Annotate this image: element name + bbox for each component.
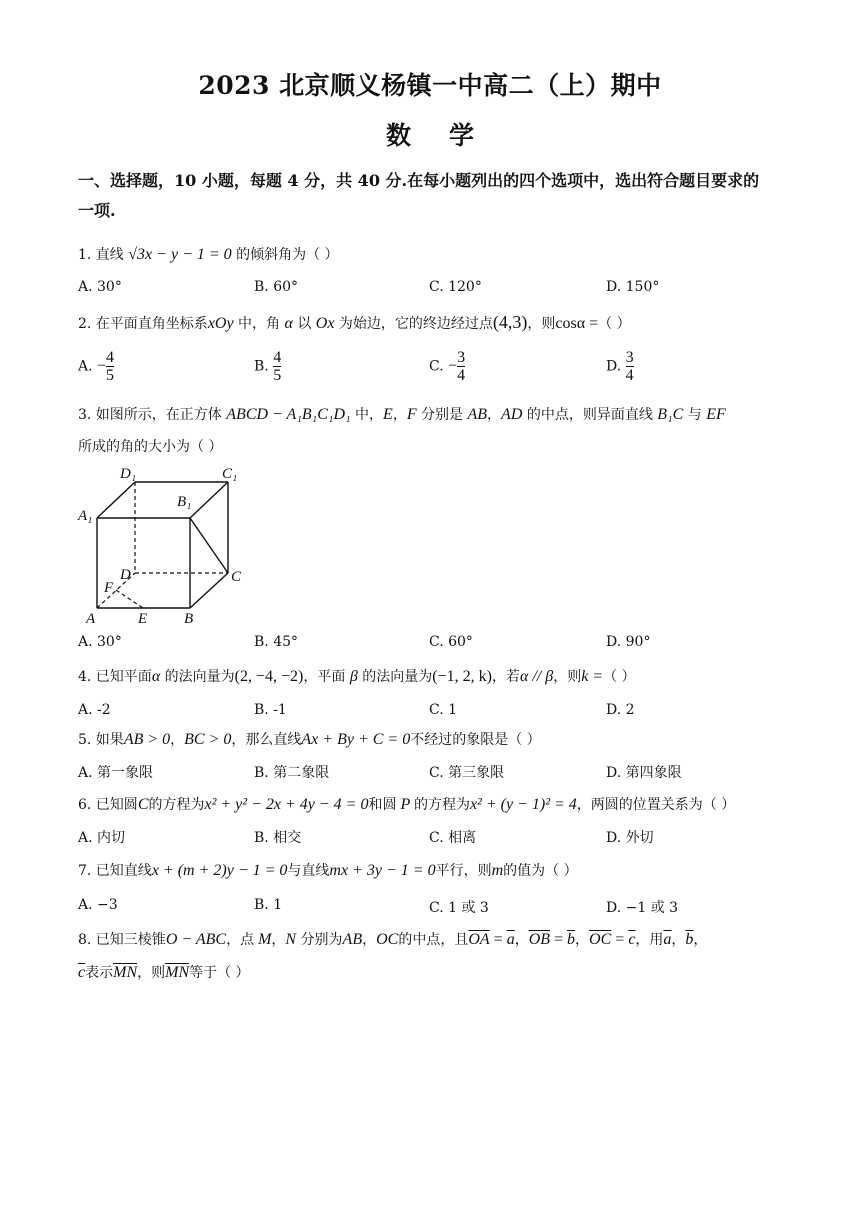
q2-a-label: A. (78, 358, 98, 375)
q2-option-a[interactable] (78, 349, 114, 384)
label-a: A (86, 611, 96, 627)
question-3 (78, 404, 798, 426)
q6-text-3: 的方程为 (413, 797, 470, 813)
q3-prefix: 3. 如图所示，在正方体 (78, 407, 227, 423)
question-5 (78, 729, 798, 751)
q2-d-label: D. (606, 358, 626, 375)
q5-option-b[interactable]: B. 第二象限 (254, 765, 330, 781)
q8-vec-ob: $\overline{OB}$ (528, 931, 551, 948)
q2-c-num: 3 (457, 349, 466, 366)
q2-b-label: B. (254, 358, 274, 375)
q2-text-2: 以 (292, 316, 316, 332)
q3-ab: AB (467, 406, 488, 423)
q2-c-label: C. (429, 358, 449, 375)
q6-c: C (137, 796, 149, 813)
q7-options (78, 897, 798, 921)
q7-m: m (491, 862, 504, 879)
q8-pyramid: O − ABC (165, 931, 227, 948)
q8-comma-4: ， (575, 932, 590, 948)
q8-comma-6: ， (693, 932, 708, 948)
question-7 (78, 860, 798, 882)
q8-text-6: ，则 (137, 965, 166, 981)
q6-option-c[interactable]: C. 相离 (429, 830, 477, 846)
q2-option-c[interactable] (429, 349, 465, 384)
q7-prefix: 7. 已知直线 (78, 863, 152, 879)
q4-text-4: ，若 (491, 669, 520, 685)
q3-option-d[interactable]: D. 90° (606, 634, 651, 650)
q2-c-den: 4 (457, 367, 466, 384)
q1-option-a[interactable]: A. 30° (78, 279, 122, 295)
label-b: B (184, 611, 194, 627)
q8-eq-1: = (489, 931, 507, 948)
q7-option-c[interactable]: C. 1 或 3 (429, 900, 489, 916)
q1-option-d[interactable]: D. 150° (606, 279, 660, 295)
q2-a-num: 4 (106, 349, 115, 366)
q8-suffix: 等于（ ） (189, 965, 250, 981)
exam-subject: 数学 (385, 121, 512, 150)
q8-vec-mn-2: $\overline{MN}$ (165, 964, 190, 981)
q3-b1c: B₁C (657, 406, 684, 423)
q2-c-sign: − (448, 357, 458, 375)
q8-vec-oa: $\overline{OA}$ (468, 931, 490, 948)
q2-suffix: （ ） (598, 316, 631, 332)
q2-b-den: 5 (273, 367, 282, 384)
q7-suffix: 的值为（ ） (503, 863, 578, 879)
q4-prefix: 4. 已知平面 (78, 669, 152, 685)
q5-option-c[interactable]: C. 第三象限 (429, 765, 505, 781)
q6-eq-1: x² + y² − 2x + 4y − 4 = 0 (204, 796, 369, 813)
q2-a-sign: − (97, 357, 107, 375)
q1-option-c[interactable]: C. 120° (429, 279, 482, 295)
q4-option-b[interactable]: B. -1 (254, 702, 287, 718)
section-heading-line2: 一项. (78, 201, 116, 220)
q8-ab: AB (342, 931, 363, 948)
q3-comma-1: ， (392, 407, 407, 423)
q7-text-1: 与直线 (287, 863, 330, 879)
question-4 (78, 666, 798, 688)
q8-line-2 (78, 962, 798, 984)
q5-cond-1: AB > 0 (123, 731, 171, 748)
q2-option-d[interactable] (606, 349, 634, 384)
q2-d-fraction (626, 349, 634, 384)
q3-text-2: 分别是 (416, 407, 468, 423)
q8-use-b: $\overline{b}$ (685, 931, 694, 948)
q8-text-3: 的中点，且 (398, 932, 469, 948)
q8-vec-oc: $\overline{OC}$ (589, 931, 612, 948)
cube-figure (72, 458, 252, 628)
q8-vec-b: $\overline{b}$ (567, 931, 576, 948)
q6-suffix: ，两圆的位置关系为（ ） (576, 797, 736, 813)
label-c: C (231, 569, 242, 585)
q5-option-d[interactable]: D. 第四象限 (606, 765, 682, 781)
q2-c-fraction (457, 349, 465, 384)
q7-line-1: x + (m + 2)y − 1 = 0 (151, 862, 288, 879)
q1-option-b[interactable]: B. 60° (254, 279, 299, 295)
q1-suffix: 的倾斜角为（ ） (236, 247, 339, 263)
exam-title: 2023 北京顺义杨镇一中高二（上）期中 (198, 71, 662, 100)
q5-options (78, 762, 798, 786)
q6-text-1: 的方程为 (148, 797, 205, 813)
q8-eq-2: = (550, 931, 568, 948)
q3-option-b[interactable]: B. 45° (254, 634, 299, 650)
q3-cube: ABCD − A₁B₁C₁D₁ (226, 406, 351, 423)
q4-vector-1: (2, −4, −2) (234, 668, 304, 685)
q3-text-3: 的中点，则异面直线 (522, 407, 658, 423)
q2-point: (4,3) (492, 312, 528, 332)
q2-option-b[interactable] (254, 349, 281, 384)
q2-b-num: 4 (273, 349, 282, 366)
q8-text-4: ，用 (635, 932, 664, 948)
q6-option-a[interactable]: A. 内切 (78, 830, 126, 846)
q2-text-4: ，则 (527, 316, 556, 332)
question-1 (78, 244, 798, 266)
question-8 (78, 929, 798, 951)
q4-alpha: α (151, 668, 161, 685)
q4-option-a[interactable]: A. -2 (78, 702, 111, 718)
q4-parallel: α // β (519, 668, 554, 685)
q2-text-1: 中，角 (233, 316, 285, 332)
q8-n: N (285, 931, 297, 948)
q8-comma-2: ， (362, 932, 377, 948)
q8-comma-3: ， (514, 932, 529, 948)
q1-equation: √3x − y − 1 = 0 (128, 246, 232, 263)
q4-k: k = (581, 668, 604, 685)
q5-option-a[interactable]: A. 第一象限 (78, 765, 154, 781)
q1-prefix: 1. 直线 (78, 247, 124, 263)
q4-vector-2: (−1, 2, k) (432, 668, 492, 685)
q6-option-d[interactable]: D. 外切 (606, 830, 654, 846)
q2-alpha: α (284, 315, 293, 332)
q8-eq-3: = (611, 931, 629, 948)
section-heading (78, 166, 788, 226)
q5-cond-2: BC > 0 (184, 731, 232, 748)
q3-text-4: 与 (683, 407, 707, 423)
q8-text-5: 表示 (85, 965, 114, 981)
q4-options (78, 702, 798, 726)
q8-text-2: 分别为 (296, 932, 343, 948)
q5-line: Ax + By + C = 0 (301, 731, 411, 748)
q2-xoy: xOy (207, 315, 234, 332)
q2-d-num: 3 (625, 349, 634, 366)
q6-option-b[interactable]: B. 相交 (254, 830, 302, 846)
q6-options (78, 827, 798, 851)
q4-suffix: （ ） (603, 669, 636, 685)
q3-e: E (383, 406, 393, 423)
q2-cos: cosα = (555, 315, 599, 332)
label-d1: D₁ (120, 466, 137, 482)
q3-f: F (406, 406, 417, 423)
q7-line-2: mx + 3y − 1 = 0 (329, 862, 436, 879)
q3-option-c[interactable]: C. 60° (429, 634, 473, 650)
q3-comma-2: ， (487, 407, 502, 423)
q8-m: M (254, 931, 272, 948)
q2-a-den: 5 (106, 367, 115, 384)
q6-eq-2: x² + (y − 1)² = 4 (469, 796, 577, 813)
q1-options (78, 279, 798, 303)
q3-ad: AD (501, 406, 523, 423)
q5-suffix: 不经过的象限是（ ） (410, 732, 541, 748)
label-a1: A₁ (78, 508, 93, 524)
q2-b-fraction (273, 349, 281, 384)
q5-comma: ， (170, 732, 185, 748)
q3-options (78, 634, 798, 658)
q8-vec-mn: $\overline{MN}$ (113, 964, 138, 981)
q3-text-1: 中， (350, 407, 384, 423)
q7-text-2: 平行，则 (435, 863, 492, 879)
q2-options (78, 349, 798, 389)
label-b1: B₁ (177, 494, 192, 510)
q8-vec-c: $\overline{c}$ (628, 931, 636, 948)
q3-option-a[interactable]: A. 30° (78, 634, 122, 650)
label-e: E (138, 611, 148, 627)
q2-text-3: 为始边，它的终边经过点 (334, 316, 493, 332)
question-6 (78, 794, 798, 816)
q8-comma-1: ， (271, 932, 286, 948)
q5-text-1: ，那么直线 (231, 732, 302, 748)
q4-option-d[interactable]: D. 2 (606, 702, 635, 718)
q2-ox: Ox (315, 315, 335, 332)
q8-vec-a: $\overline{a}$ (506, 931, 515, 948)
q8-use-c: $\overline{c}$ (78, 964, 86, 981)
q3-ef: EF (706, 406, 726, 423)
q4-beta: β (349, 668, 358, 685)
question-2 (78, 311, 798, 335)
q2-prefix: 2. 在平面直角坐标系 (78, 316, 208, 332)
q8-use-a: $\overline{a}$ (663, 931, 672, 948)
q4-text-2: ，平面 (303, 669, 350, 685)
q7-option-d[interactable]: D. −1 或 3 (606, 900, 679, 916)
q6-p: P (396, 796, 414, 813)
label-c1: C₁ (222, 466, 238, 482)
q2-a-fraction (106, 349, 114, 384)
q6-text-2: 和圆 (368, 797, 397, 813)
q5-prefix: 5. 如果 (78, 732, 124, 748)
q2-d-den: 4 (625, 367, 634, 384)
q4-text-5: ，则 (553, 669, 582, 685)
q7-option-b[interactable]: B. 1 (254, 897, 283, 913)
q8-comma-5: ， (671, 932, 686, 948)
q8-text-1: ，点 (226, 932, 255, 948)
q4-text-3: 的法向量为 (357, 669, 433, 685)
q3-line-2: 所成的角的大小为（ ） (78, 439, 223, 455)
label-d: D (120, 567, 131, 583)
label-f: F (104, 580, 114, 596)
q4-text-1: 的法向量为 (160, 669, 235, 685)
section-heading-line1: 一、选择题，10 小题，每题 4 分，共 40 分.在每小题列出的四个选项中，选出符合题目要求的 (78, 171, 760, 190)
q8-oc: OC (376, 931, 399, 948)
q8-prefix: 8. 已知三棱锥 (78, 932, 166, 948)
q4-option-c[interactable]: C. 1 (429, 702, 458, 718)
q6-prefix: 6. 已知圆 (78, 797, 138, 813)
q7-option-a[interactable]: A. −3 (78, 897, 118, 913)
